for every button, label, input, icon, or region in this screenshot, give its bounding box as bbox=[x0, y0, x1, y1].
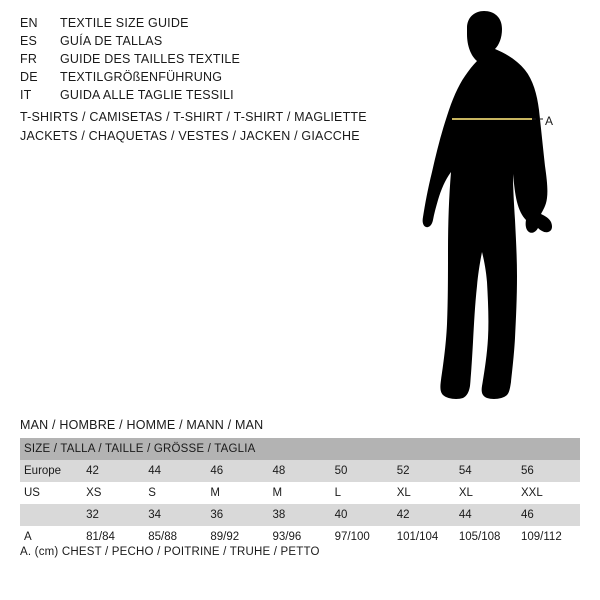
chest-callout-label: A bbox=[545, 114, 554, 128]
table-cell: 93/96 bbox=[269, 526, 331, 548]
table-cell: 42 bbox=[393, 504, 455, 526]
language-code: EN bbox=[20, 16, 38, 30]
table-cell: 54 bbox=[455, 460, 517, 482]
table-section-title: MAN / HOMBRE / HOMME / MANN / MAN bbox=[20, 418, 264, 432]
language-row bbox=[20, 52, 390, 70]
language-row bbox=[20, 34, 390, 52]
table-cell: 44 bbox=[144, 460, 206, 482]
language-text: TEXTILGRÖßENFÜHRUNG bbox=[60, 70, 223, 84]
language-text: GUIDE DES TAILLES TEXTILE bbox=[60, 52, 241, 66]
silhouette-icon bbox=[395, 8, 595, 408]
table-cell: 56 bbox=[517, 460, 580, 482]
table-cell: 46 bbox=[206, 460, 268, 482]
table-cell: 46 bbox=[517, 504, 580, 526]
table-cell: 81/84 bbox=[82, 526, 144, 548]
language-code: DE bbox=[20, 70, 38, 84]
table-row bbox=[20, 526, 580, 548]
table-cell: 34 bbox=[144, 504, 206, 526]
table-cell: XXL bbox=[517, 482, 580, 504]
size-table-section bbox=[20, 418, 580, 548]
table-cell: L bbox=[331, 482, 393, 504]
table-cell: 109/112 bbox=[517, 526, 580, 548]
footnote: A. (cm) CHEST / PECHO / POITRINE / TRUHE / PETTO bbox=[20, 546, 320, 558]
size-table bbox=[20, 438, 580, 548]
table-header-row bbox=[20, 438, 580, 460]
table-cell: 36 bbox=[206, 504, 268, 526]
garment-type-list bbox=[20, 110, 420, 148]
table-cell: 85/88 bbox=[144, 526, 206, 548]
language-code: IT bbox=[20, 88, 32, 102]
table-cell: 44 bbox=[455, 504, 517, 526]
table-cell: 50 bbox=[331, 460, 393, 482]
language-text: GUÍA DE TALLAS bbox=[60, 34, 163, 48]
language-row bbox=[20, 70, 390, 88]
row-label: A bbox=[20, 526, 82, 548]
table-row bbox=[20, 504, 580, 526]
row-label: US bbox=[20, 482, 82, 504]
male-silhouette-figure bbox=[395, 8, 595, 408]
language-row bbox=[20, 88, 390, 106]
language-text: TEXTILE SIZE GUIDE bbox=[60, 16, 189, 30]
table-cell: 101/104 bbox=[393, 526, 455, 548]
table-row bbox=[20, 482, 580, 504]
table-cell: M bbox=[269, 482, 331, 504]
language-text: GUIDA ALLE TAGLIE TESSILI bbox=[60, 88, 234, 102]
language-list bbox=[20, 16, 390, 106]
table-cell: 105/108 bbox=[455, 526, 517, 548]
table-cell: 97/100 bbox=[331, 526, 393, 548]
garment-line-jackets: JACKETS / CHAQUETAS / VESTES / JACKEN / GIACCHE bbox=[20, 129, 360, 143]
table-cell: 38 bbox=[269, 504, 331, 526]
language-code: ES bbox=[20, 34, 38, 48]
table-cell: 48 bbox=[269, 460, 331, 482]
table-cell: XL bbox=[393, 482, 455, 504]
table-cell: 32 bbox=[82, 504, 144, 526]
table-cell: 52 bbox=[393, 460, 455, 482]
table-cell: 40 bbox=[331, 504, 393, 526]
row-label bbox=[20, 504, 82, 526]
table-cell: S bbox=[144, 482, 206, 504]
garment-line-tshirts: T-SHIRTS / CAMISETAS / T-SHIRT / T-SHIRT / MAGLIETTE bbox=[20, 110, 367, 124]
language-row bbox=[20, 16, 390, 34]
table-header-label: SIZE / TALLA / TAILLE / GRÖSSE / TAGLIA bbox=[20, 438, 580, 460]
table-cell: M bbox=[206, 482, 268, 504]
table-cell: 42 bbox=[82, 460, 144, 482]
table-cell: 89/92 bbox=[206, 526, 268, 548]
language-code: FR bbox=[20, 52, 38, 66]
row-label: Europe bbox=[20, 460, 82, 482]
table-cell: XL bbox=[455, 482, 517, 504]
table-cell: XS bbox=[82, 482, 144, 504]
table-row bbox=[20, 460, 580, 482]
